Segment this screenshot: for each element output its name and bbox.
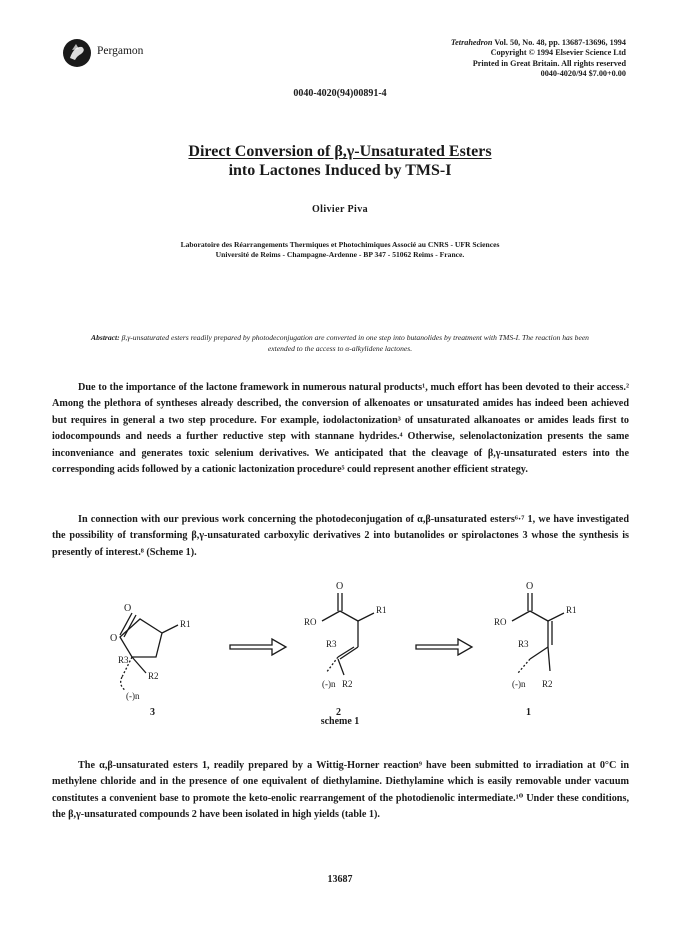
abstract — [90, 333, 590, 354]
compound-1-chain-label: (-)n — [512, 679, 526, 689]
copyright-line: Copyright © 1994 Elsevier Science Ltd — [490, 48, 626, 58]
title-line-2: into Lactones Induced by TMS-I — [228, 162, 452, 179]
affiliation — [0, 240, 680, 260]
compound-1-o-label: O — [526, 581, 534, 592]
compound-2-r3-label: R3 — [326, 639, 337, 649]
journal-citation — [451, 38, 626, 48]
author-name: Olivier Piva — [312, 204, 368, 215]
compound-3-chain-label: (-)n — [126, 691, 140, 701]
paragraph-text: Due to the importance of the lactone framework in numerous natural products¹, much effort has been devoted to their access.² Among the plethora of syntheses already described, the conversion of alkenoates or unsaturated amides has indeed been achieved but requires in general a two step procedure. For example, iodolactonization³ of unsaturated alkanoates or amides leads first to iodocompounds and needs a further reductive step with stannane hydrides.⁴ Otherwise, selenolactonization presents the same inconveniance and generates toxic selenium derivatives. We anticipated that the cleavage of β,γ-unsaturated esters into the corresponding acids followed by a cationic lactonization procedure⁵ could represent another efficient strategy. — [52, 382, 629, 476]
compound-1-structure — [494, 581, 577, 718]
body-paragraph-2 — [52, 512, 629, 561]
compound-3-r1-label: R1 — [180, 619, 191, 629]
publisher-name: Pergamon — [97, 45, 144, 57]
journal-info — [451, 38, 626, 80]
paragraph-text: In connection with our previous work concerning the photodeconjugation of α,β-unsaturated esters⁶·⁷ 1, we have investigated the possibility of transforming β,γ-unsaturated carboxylic derivatives 2 into butanolides or spirolactones 3 whose the synthesis is presently of interest.⁸ (Scheme 1). — [52, 514, 629, 558]
compound-3-number: 3 — [150, 707, 155, 718]
compound-1-r1-label: R1 — [566, 605, 577, 615]
reaction-arrow-2 — [416, 639, 472, 655]
printed-line: Printed in Great Britain. All rights reserved — [472, 58, 626, 68]
paper-title — [0, 142, 680, 180]
affiliation-line-2: Université de Reims - Champagne-Ardenne - BP 347 - 51062 Reims - France. — [215, 250, 465, 259]
compound-2-chain-label: (-)n — [322, 679, 336, 689]
compound-3-r3-label: R3 — [118, 655, 129, 665]
compound-1-r3-label: R3 — [518, 639, 529, 649]
compound-1-r2-label: R2 — [542, 679, 553, 689]
compound-2-r1-label: R1 — [376, 605, 387, 615]
issn-price: 0040-4020/94 $7.00+0.00 — [540, 69, 626, 79]
journal-name: Tetrahedron — [450, 38, 493, 47]
compound-1-ro-label: RO — [494, 617, 507, 627]
compound-3-r2-label: R2 — [148, 671, 159, 681]
journal-volume: Vol. 50, No. 48, pp. 13687-13696, 1994 — [494, 38, 626, 47]
page-number: 13687 — [327, 874, 353, 885]
affiliation-line-1: Laboratoire des Réarrangements Thermiques et Photochimiques Associé au CNRS - UFR Sciences — [180, 240, 500, 249]
compound-2-r2-label: R2 — [342, 679, 353, 689]
document-id: 0040-4020(94)00891-4 — [293, 88, 387, 99]
scheme-1-diagram — [90, 575, 610, 735]
paragraph-text: The α,β-unsaturated esters 1, readily prepared by a Wittig-Horner reaction⁹ have been submitted to irradiation at 0°C in methylene chloride and in the presence of one equivalent of diethylamine. Diethylamine which is easily removable under vacuum constitutes a convenient base to promote the keto-enolic rearrangement of the photodienolic intermediate.¹⁰ Under these conditions, the β,γ-unsaturated compounds 2 have been isolated in high yields (table 1). — [52, 760, 629, 821]
compound-3-ring-o-label: O — [110, 633, 118, 644]
abstract-label: Abstract: — [91, 333, 120, 342]
title-line-1: Direct Conversion of β,γ-Unsaturated Esters — [188, 143, 492, 160]
compound-2-o-label: O — [336, 581, 344, 592]
body-paragraph-1 — [52, 380, 629, 478]
compound-1-number: 1 — [526, 707, 531, 718]
compound-3-structure — [110, 603, 191, 718]
reaction-arrow-1 — [230, 639, 286, 655]
abstract-text: β,γ-unsaturated esters readily prepared by photodeconjugation are converted in one step into butanolides by treatment with TMS-I. The reaction has been extended to the access to α-alkylidene lactones. — [119, 333, 589, 353]
compound-3-o-label: O — [124, 603, 132, 614]
compound-2-number: 2 — [336, 707, 341, 718]
scheme-caption: scheme 1 — [320, 716, 360, 727]
compound-2-structure — [304, 581, 387, 718]
body-paragraph-3 — [52, 758, 629, 824]
compound-2-ro-label: RO — [304, 617, 317, 627]
pergamon-logo-icon — [62, 38, 92, 68]
